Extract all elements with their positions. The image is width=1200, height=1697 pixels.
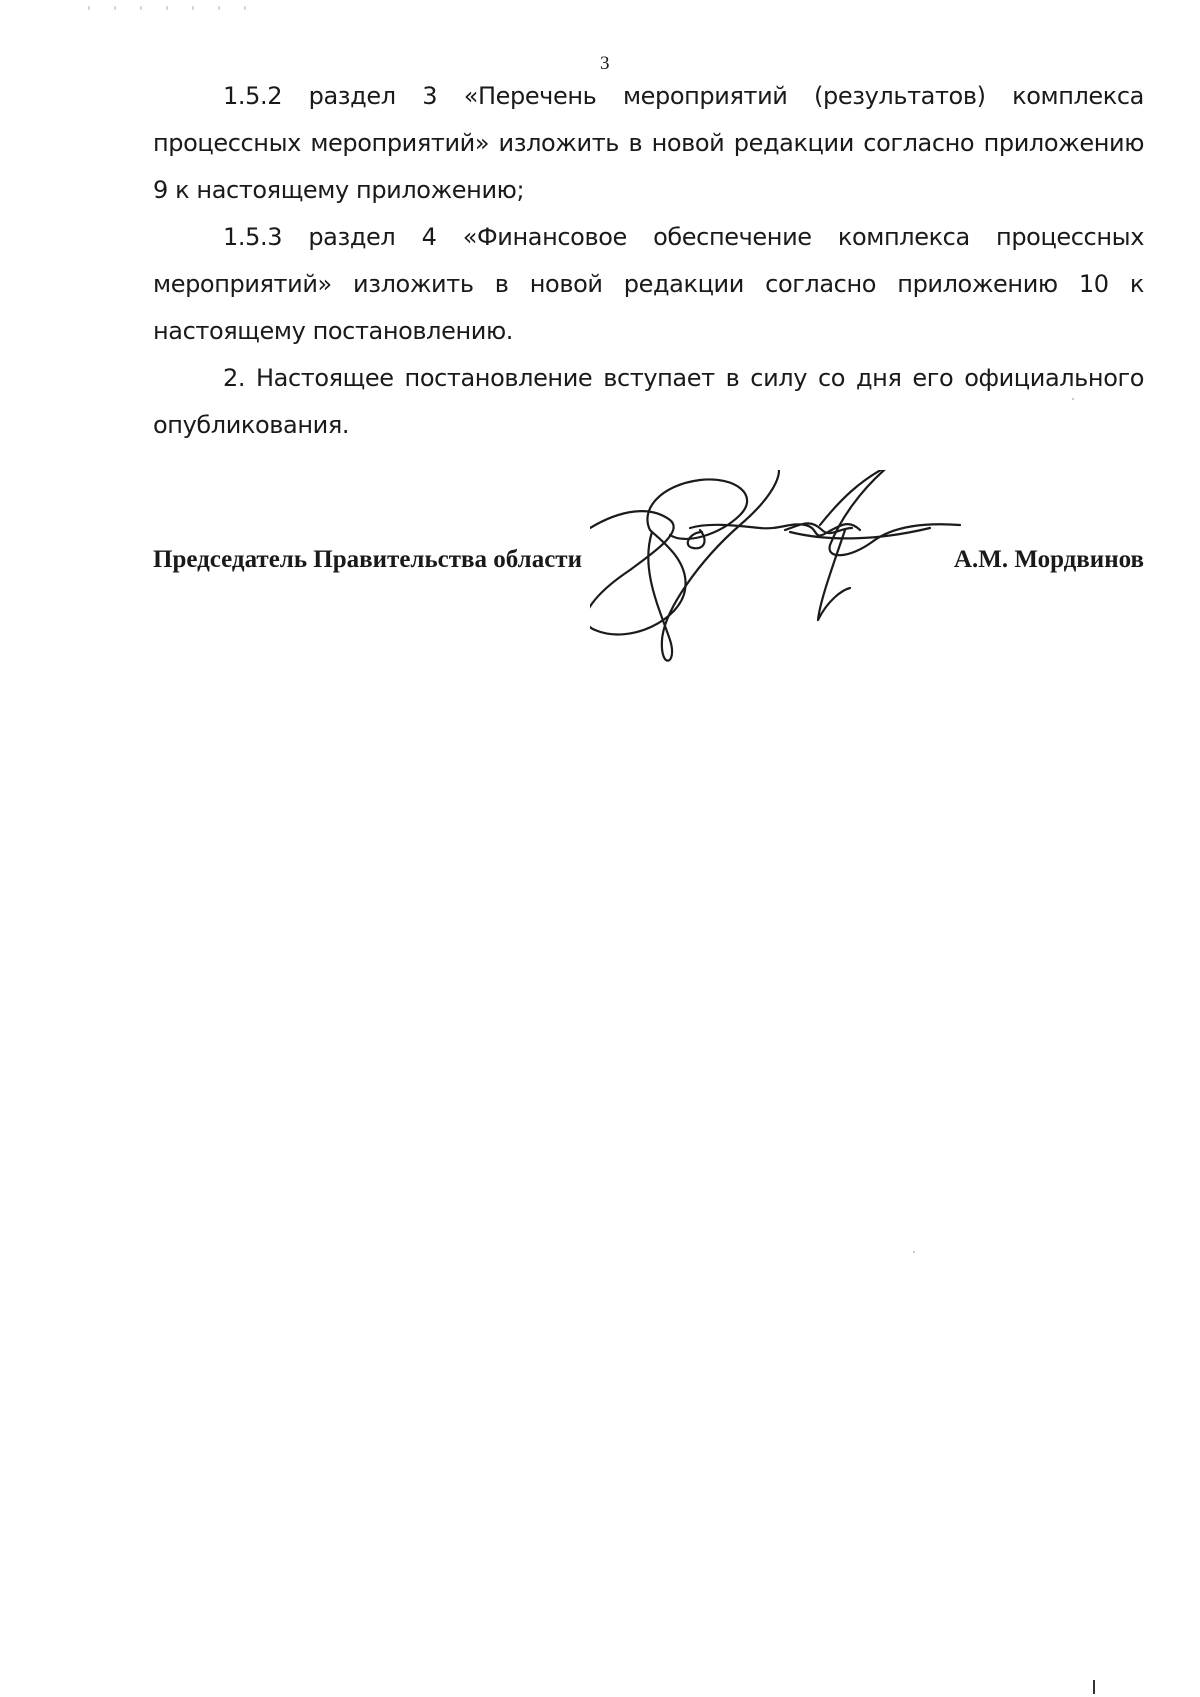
document-body <box>153 73 1144 449</box>
scan-artifact-marks <box>88 6 258 10</box>
paragraph-1-5-2: 1.5.2 раздел 3 «Перечень мероприятий (результатов) комплекса процессных мероприятий» изложить в новой редакции согласно приложению 9 к настоящему приложению; <box>153 82 1144 204</box>
scan-speck <box>1072 398 1074 400</box>
scan-speck <box>913 1251 915 1253</box>
signatory-title: Председатель Правительства области <box>153 546 582 573</box>
paragraph-1-5-3: 1.5.3 раздел 4 «Финансовое обеспечение комплекса процессных мероприятий» изложить в новой редакции согласно приложению 10 к настоящему постановлению. <box>153 223 1144 345</box>
signatory-name: А.М. Мордвинов <box>953 546 1144 573</box>
page-number: 3 <box>600 53 610 74</box>
scan-edge-mark <box>1093 1680 1095 1694</box>
signature-block <box>153 543 1144 583</box>
paragraph-2: 2. Настоящее постановление вступает в силу со дня его официального опубликования. <box>153 364 1144 439</box>
